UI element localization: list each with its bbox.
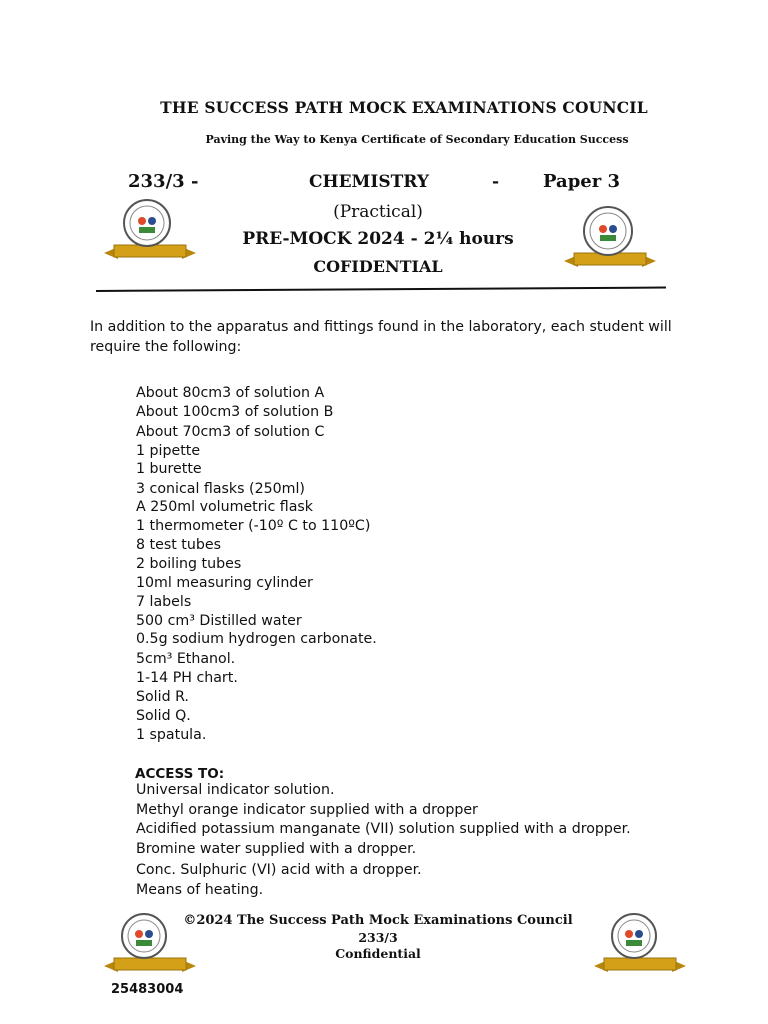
- document-id: 25483004: [111, 982, 184, 997]
- council-logo-icon: [100, 912, 200, 978]
- header-rule: [96, 287, 666, 292]
- paper-number: Paper 3: [543, 171, 621, 192]
- exam-title: PRE-MOCK 2024 - 2¼ hours: [242, 229, 514, 249]
- council-logo-icon: [560, 203, 660, 269]
- subject-title: CHEMISTRY: [309, 172, 429, 192]
- council-title: THE SUCCESS PATH MOCK EXAMINATIONS COUNCIL: [160, 98, 648, 117]
- practical-label: (Practical): [333, 202, 423, 222]
- header-dash: -: [492, 172, 500, 192]
- intro-paragraph: In addition to the apparatus and fittings found in the laboratory, each student will require the following:: [90, 319, 672, 355]
- council-logo-icon: [590, 912, 690, 978]
- access-heading: ACCESS TO:: [135, 766, 225, 782]
- footer-copyright: ©2024 The Success Path Mock Examinations Council: [183, 913, 573, 928]
- council-logo-icon: [100, 197, 200, 263]
- paper-code: 233/3 -: [128, 171, 199, 192]
- tagline: Paving the Way to Kenya Certificate of Secondary Education Success: [205, 133, 629, 146]
- footer-code: 233/3: [358, 930, 398, 945]
- footer-label: Confidential: [335, 946, 421, 961]
- confidential-label: COFIDENTIAL: [313, 257, 443, 276]
